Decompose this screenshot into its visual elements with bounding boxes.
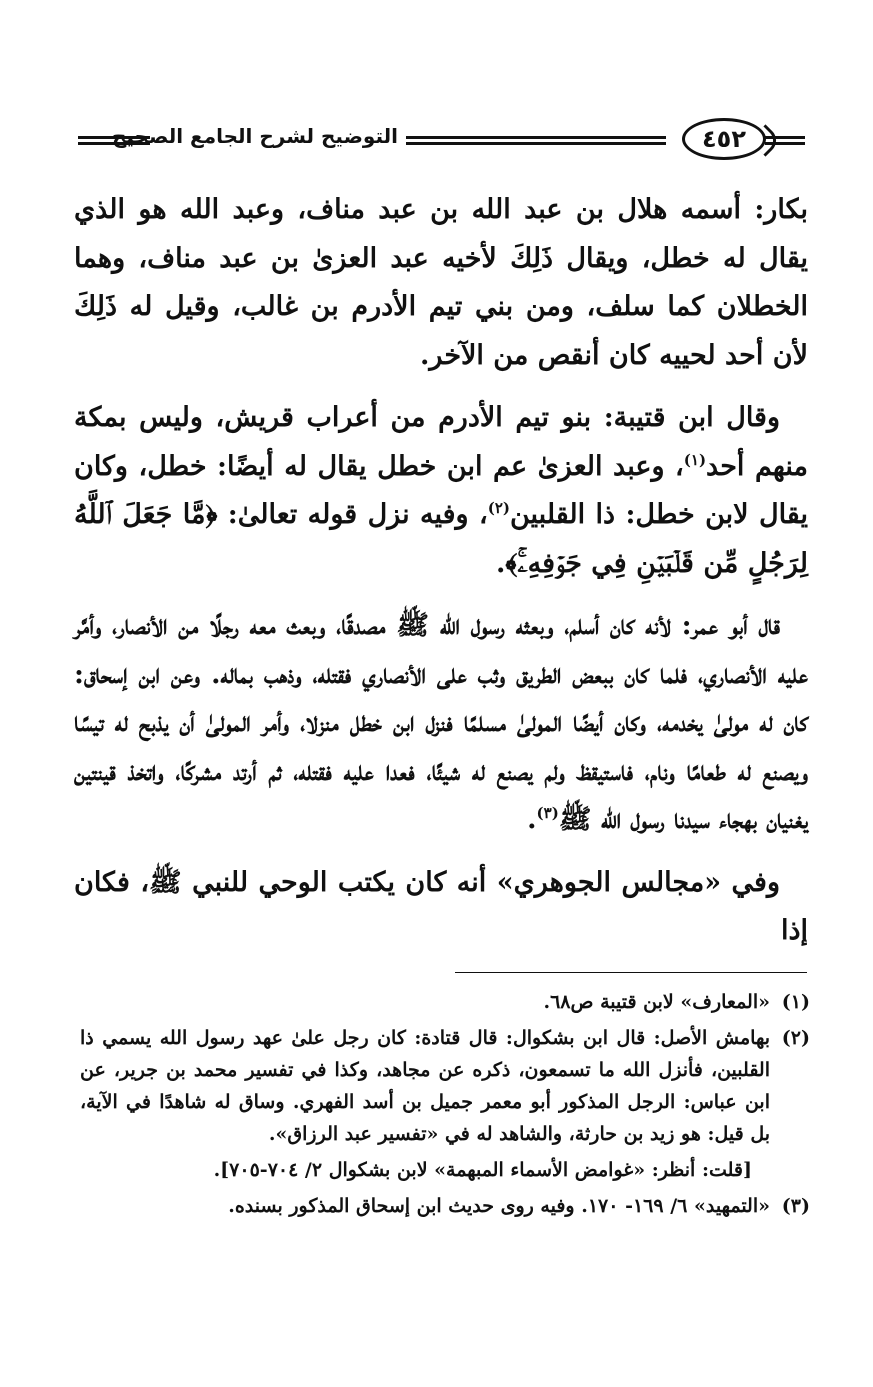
footnote-text: «التمهيد» ٦/ ١٦٩- ١٧٠. وفيه روى حديث ابن إسحاق المذكور بسنده. bbox=[228, 1195, 770, 1217]
footnote-number: (٢) bbox=[781, 1027, 810, 1049]
paragraph-3-part-b: . bbox=[527, 804, 537, 835]
footnote-text: بهامش الأصل: قال ابن بشكوال: قال قتادة: كان رجل علىٰ عهد رسول الله يسمي ذا القلبين، فأنزل الله ما تسمعون، ذكره عن مجاهد، وكذا في تفسير محمد بن جرير، عن ابن عباس: الرجل المذكور أبو معمر جميل بن أسد الفهري. وساق له شاهدًا في الآية، بل قيل: هو زيد بن حارثة، والشاهد له في «تفسير عبد الرزاق». bbox=[80, 1027, 770, 1145]
footnotes bbox=[80, 986, 810, 1226]
paragraph-2 bbox=[74, 394, 808, 588]
paragraph-4: وفي «مجالس الجوهري» أنه كان يكتب الوحي للنبي ﷺ، فكان إذا bbox=[74, 866, 808, 946]
page-header bbox=[70, 118, 808, 166]
footnote-1 bbox=[80, 986, 810, 1018]
footnote-number: (٣) bbox=[781, 1195, 810, 1217]
header-rule-middle bbox=[406, 136, 666, 148]
paragraph-2-part-a: وقال ابن قتيبة: بنو تيم الأدرم من أعراب قريش، وليس بمكة منهم أحد bbox=[74, 402, 808, 482]
footnote-ref-1[interactable]: (١) bbox=[683, 450, 707, 469]
footnote-3 bbox=[80, 1190, 810, 1222]
paragraph-2-part-b: ، وعبد العزىٰ عم ابن خطل يقال له أيضًا: خطل، وكان يقال لابن خطل: ذا القلبين bbox=[74, 450, 808, 530]
running-title: التوضيح لشرح الجامع الصحيح bbox=[112, 124, 398, 148]
paragraph-3-part-a: قال أبو عمر: لأنه كان أسلم، وبعثه رسول الله ﷺ مصدقًا، وبعث معه رجلًا من الأنصار، وأمَّر عليه الأنصاري، فلما كان ببعض الطريق وثب على الأنصاري فقتله، وذهب بماله. وعن ابن إسحاق: كان له مولىٰ يخدمه، وكان أيضًا المولىٰ مسلمًا فنزل ابن خطل منزلا، وأمر المولىٰ أن يذبح له تيسًا ويصنع له طعامًا ونام، فاستيقظ ولم يصنع له شيئًا، فعدا عليه فقتله، ثم أرتد مشركًا، واتخذ قينتين يغنيان بهجاء سيدنا رسول الله ﷺ bbox=[74, 610, 808, 835]
footnote-number: (١) bbox=[781, 991, 810, 1013]
header-rule-right bbox=[765, 136, 805, 148]
footnote-2 bbox=[80, 1022, 810, 1186]
footnote-ref-2[interactable]: (٢) bbox=[487, 499, 510, 517]
footnote-separator bbox=[455, 972, 807, 973]
paragraph-1: بكار: أسمه هلال بن عبد الله بن عبد مناف، وعبد الله هو الذي يقال له خطل، ويقال ذَلِكَ لأخيه عبد العزىٰ بن عبد مناف، وهما الخطلان كما سلف، ومن بني تيم الأدرم بن غالب، وقيل له ذَلِكَ لأن أحد لحييه كان أنقص من الآخر. bbox=[74, 194, 809, 371]
main-text bbox=[74, 186, 808, 970]
footnote-ref-3[interactable]: (٣) bbox=[536, 804, 559, 822]
paragraph-3 bbox=[74, 602, 808, 845]
page-number: ٤٥٢ bbox=[702, 125, 746, 153]
paragraph-2-part-c: ، وفيه نزل قوله تعالىٰ: ﴿مَّا جَعَلَ ٱللَّهُ لِرَجُلٍ مِّن قَلۡبَيۡنِ فِي جَوۡفِهِۦۚ﴾. bbox=[74, 499, 808, 579]
footnote-text: «المعارف» لابن قتيبة ص٦٨. bbox=[543, 991, 770, 1013]
footnote-editor-note: [قلت: أنظر: «غوامض الأسماء المبهمة» لابن بشكوال ٢/ ٧٠٤-٧٠٥]. bbox=[213, 1159, 752, 1181]
page-number-badge bbox=[682, 118, 766, 160]
